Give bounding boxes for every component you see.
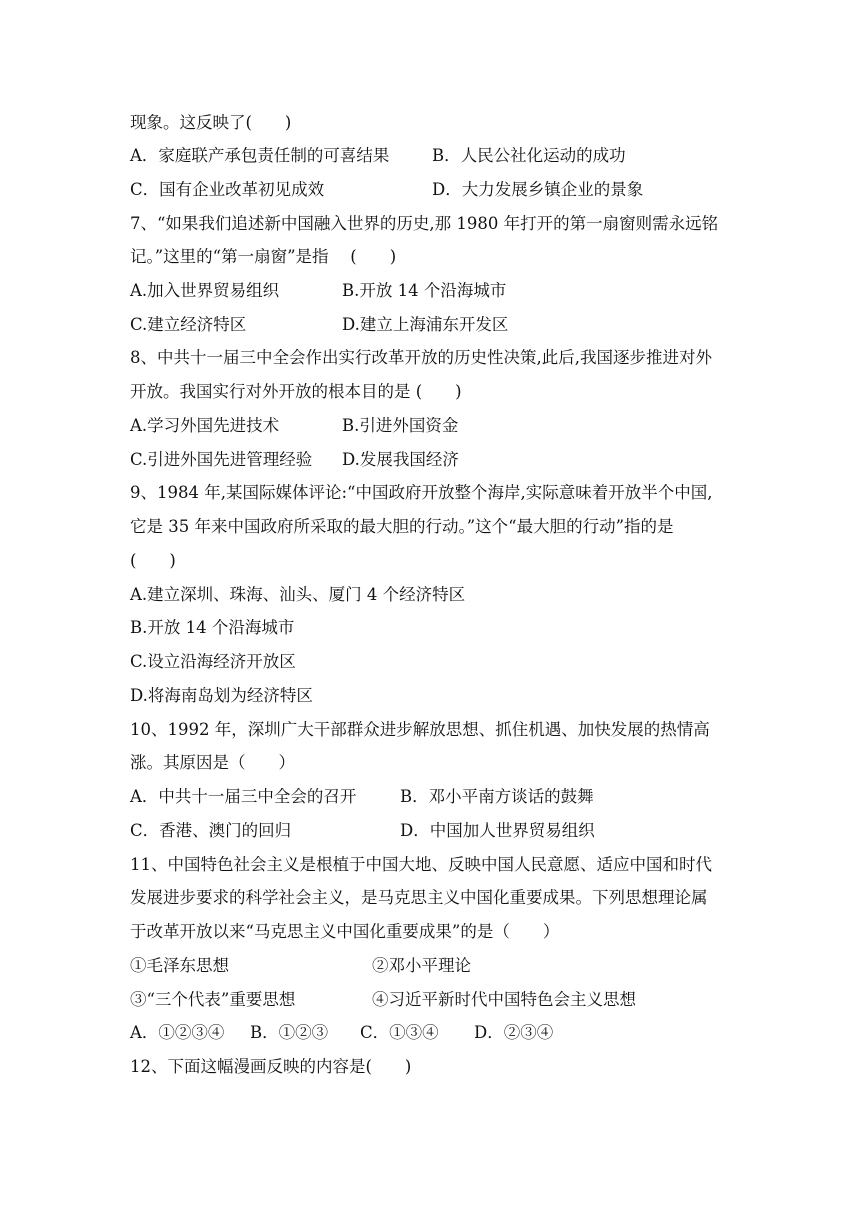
option-b: B.开放 14 个沿海城市: [342, 281, 507, 300]
question-11-items-34: [130, 988, 636, 1012]
question-9-option-a: A.建立深圳、珠海、汕头、厦门 4 个经济特区: [130, 585, 466, 604]
question-8-stem-line-1: 8、中共十一届三中全会作出实行改革开放的历史性决策,此后,我国逐步推进对外: [130, 348, 712, 367]
option-c: C．国有企业改革初见成效: [130, 180, 325, 199]
option-c: C．香港、澳门的回归: [130, 821, 292, 840]
question-10-options-ab: [130, 785, 594, 809]
question-7-options-cd: [130, 313, 509, 337]
question-6-options-cd: [130, 178, 644, 202]
option-a: A.加入世界贸易组织: [130, 281, 280, 300]
question-8-options-cd: [130, 448, 459, 472]
option-a: A．①②③④: [130, 1023, 225, 1042]
option-a: A．中共十一届三中全会的召开: [130, 787, 357, 806]
question-7-stem-line-2: 记。”这里的“第一扇窗”是指 ( ): [130, 247, 397, 266]
question-11-items-12: [130, 954, 471, 978]
option-d: D．中国加人世界贸易组织: [400, 821, 595, 840]
option-b: B.引进外国资金: [342, 416, 459, 435]
question-9-option-c: C.设立沿海经济开放区: [130, 652, 296, 671]
option-d: D．大力发展乡镇企业的景象: [432, 180, 644, 199]
statement-4: ④习近平新时代中国特色会主义思想: [372, 990, 636, 1009]
question-10-options-cd: [130, 819, 595, 843]
question-9-stem-line-1: 9、1984 年,某国际媒体评论:“中国政府开放整个海岸,实际意味着开放半个中国,: [130, 483, 713, 502]
statement-2: ②邓小平理论: [372, 956, 471, 975]
question-12-stem: 12、下面这幅漫画反映的内容是( ): [130, 1057, 412, 1076]
option-a: A.学习外国先进技术: [130, 416, 280, 435]
question-11-options: [130, 1021, 554, 1045]
option-c: C.引进外国先进管理经验: [130, 450, 313, 469]
question-6-options-ab: [130, 144, 626, 168]
question-10-stem-line-1: 10、1992 年，深圳广大干部群众进步解放思想、抓住机遇、加快发展的热情高: [130, 720, 710, 739]
option-d: D.发展我国经济: [342, 450, 459, 469]
option-c: C.建立经济特区: [130, 315, 247, 334]
question-9-option-d: D.将海南岛划为经济特区: [130, 686, 313, 705]
option-d: D．②③④: [474, 1023, 554, 1042]
statement-1: ①毛泽东思想: [130, 956, 229, 975]
question-9-stem-line-2: 它是 35 年来中国政府所采取的最大胆的行动。”这个“最大胆的行动”指的是: [130, 517, 674, 536]
statement-3: ③“三个代表”重要思想: [130, 990, 296, 1009]
question-11-stem-line-1: 11、中国特色社会主义是根植于中国大地、反映中国人民意愿、适应中国和时代: [130, 855, 712, 874]
question-7-options-ab: [130, 279, 507, 303]
question-11-stem-line-3: 于改革开放以来“马克思主义中国化重要成果”的是（ ）: [130, 922, 560, 941]
option-a: A．家庭联产承包责任制的可喜结果: [130, 146, 390, 165]
option-d: D.建立上海浦东开发区: [342, 315, 509, 334]
option-b: B．①②③: [250, 1023, 329, 1042]
question-10-stem-line-2: 涨。其原因是（ ）: [130, 753, 295, 772]
option-b: B．邓小平南方谈话的鼓舞: [400, 787, 594, 806]
option-c: C．①③④: [360, 1023, 439, 1042]
question-11-stem-line-2: 发展进步要求的科学社会主义，是马克思主义中国化重要成果。下列思想理论属: [130, 888, 708, 907]
question-9-stem-line-3: ( ): [130, 551, 176, 570]
question-7-stem-line-1: 7、“如果我们追述新中国融入世界的历史,那 1980 年打开的第一扇窗则需永远铭: [130, 214, 719, 233]
option-b: B．人民公社化运动的成功: [432, 146, 626, 165]
question-8-options-ab: [130, 414, 459, 438]
question-8-stem-line-2: 开放。我国实行对外开放的根本目的是 ( ): [130, 382, 462, 401]
question-6-continuation: 现象。这反映了( ): [130, 113, 292, 132]
question-9-option-b: B.开放 14 个沿海城市: [130, 618, 295, 637]
